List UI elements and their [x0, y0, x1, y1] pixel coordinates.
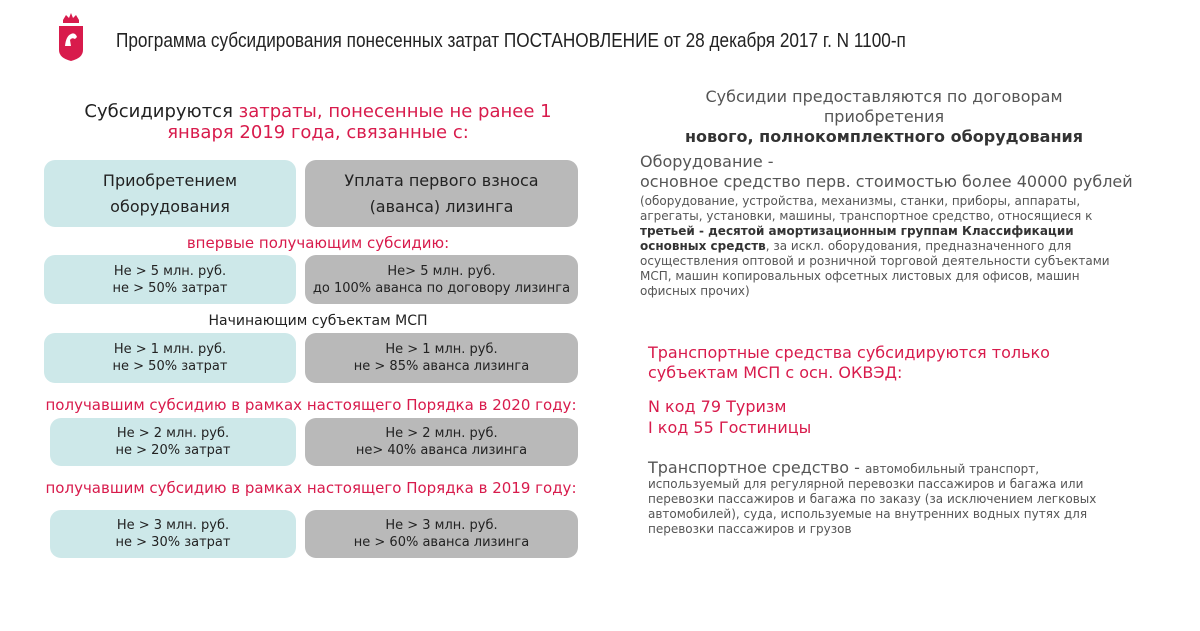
okved-codes — [648, 396, 811, 438]
group-caption-first-time: впервые получающим субсидию: — [186, 234, 450, 252]
group2-equipment-line1: Не > 1 млн. руб. — [113, 342, 227, 357]
coat-of-arms-logo — [58, 12, 84, 62]
col2-title-line1: Уплата первого взноса — [344, 170, 539, 190]
lead-black-text: Субсидируются — [84, 101, 239, 122]
equipment-purchase-box — [44, 160, 296, 227]
group3-leasing-line2: не> 40% аванса лизинга — [355, 443, 528, 458]
group4-equipment-line1: Не > 3 млн. руб. — [116, 518, 230, 533]
group4-leasing-box — [305, 510, 578, 558]
group2-equipment-box — [44, 333, 296, 383]
group3-leasing-box — [305, 418, 578, 466]
col2-title-line2: (аванса) лизинга — [369, 196, 514, 216]
group1-equipment-line2: не > 50% затрат — [112, 280, 228, 296]
group3-equipment-line2: не > 20% затрат — [115, 443, 231, 458]
group-caption-2020: получавшим субсидию в рамках настоящего Порядка в 2020 году: — [45, 396, 577, 414]
group2-leasing-line2: не > 85% аванса лизинга — [353, 359, 530, 374]
leasing-advance-box — [305, 160, 578, 227]
equipment-desc-bold: третьей - десятой амортизационным группам Классификации основных средств — [640, 224, 1074, 253]
group2-leasing-box — [305, 333, 578, 383]
new-equipment-heading — [644, 87, 1124, 147]
transport-line2: субъектам МСП с осн. ОКВЭД: — [648, 363, 903, 382]
page-title: Программа субсидирования понесенных затрат ПОСТАНОВЛЕНИЕ от 28 декабря 2017 г. N 1100-п — [116, 30, 906, 52]
group1-leasing-line2: до 100% аванса по договору лизинга — [312, 280, 571, 296]
group4-equipment-line2: не > 30% затрат — [115, 535, 231, 550]
group3-equipment-line1: Не > 2 млн. руб. — [116, 426, 230, 441]
col1-title-line2: оборудования — [110, 196, 230, 216]
group1-equipment-line1: Не > 5 млн. руб. — [113, 263, 227, 279]
group3-leasing-line1: Не > 2 млн. руб. — [385, 426, 498, 441]
heading-line1: Субсидии предоставляются по договорам приобретения — [705, 87, 1063, 126]
group4-equipment-box — [50, 510, 296, 558]
heading-line2: нового, полнокомплектного оборудования — [684, 127, 1084, 146]
transport-definition-label: Транспортное средство - — [648, 458, 866, 477]
transport-line1: Транспортные средства субсидируются только — [648, 343, 1050, 362]
col1-title-line1: Приобретением — [102, 170, 238, 190]
group1-equipment-box — [44, 255, 296, 304]
group-caption-startups: Начинающим субъектам МСП — [208, 313, 428, 329]
transport-definition-text: автомобильный транспорт, используемый для регулярной перевозки пассажиров и багажа или перевозки пассажиров и багажа по заказу (за исключением легковых автомобилей), суда, используемые на внутренних водных путях для перевозки пассажиров и грузов — [648, 462, 1097, 536]
group3-equipment-box — [50, 418, 296, 466]
group1-leasing-line1: Не> 5 млн. руб. — [387, 263, 496, 279]
equipment-desc-part2: , за искл. оборудования, предназначенного для осуществления оптовой и розничной торговой деятельности субъектами МСП, машин копировальных офсетных листовых для офисов, машин офисных прочих) — [640, 239, 1110, 298]
subsidy-lead-text — [58, 101, 578, 143]
transport-okved-note — [648, 343, 1050, 383]
equipment-definition-title — [640, 152, 1140, 192]
okved-code-tourism: N код 79 Туризм — [648, 397, 787, 416]
group2-leasing-line1: Не > 1 млн. руб. — [385, 342, 498, 357]
group4-leasing-line2: не > 60% аванса лизинга — [353, 535, 530, 550]
equipment-line2: основное средство перв. стоимостью более 40000 рублей — [640, 172, 1133, 191]
group1-leasing-box — [305, 255, 578, 304]
equipment-line1: Оборудование - — [640, 152, 774, 171]
equipment-definition-details — [640, 194, 1135, 299]
group2-equipment-line2: не > 50% затрат — [112, 359, 228, 374]
transport-definition — [648, 460, 1128, 537]
lead-red-text: затраты, понесенные не ранее 1 января 2019 года, связанные с: — [167, 101, 552, 143]
okved-code-hotels: I код 55 Гостиницы — [648, 418, 812, 437]
group4-leasing-line1: Не > 3 млн. руб. — [385, 518, 498, 533]
group-caption-2019: получавшим субсидию в рамках настоящего Порядка в 2019 году: — [45, 479, 577, 497]
equipment-desc-part1: (оборудование, устройства, механизмы, станки, приборы, аппараты, агрегаты, установки, машины, транспортное средство, относящиеся к — [640, 194, 1093, 223]
